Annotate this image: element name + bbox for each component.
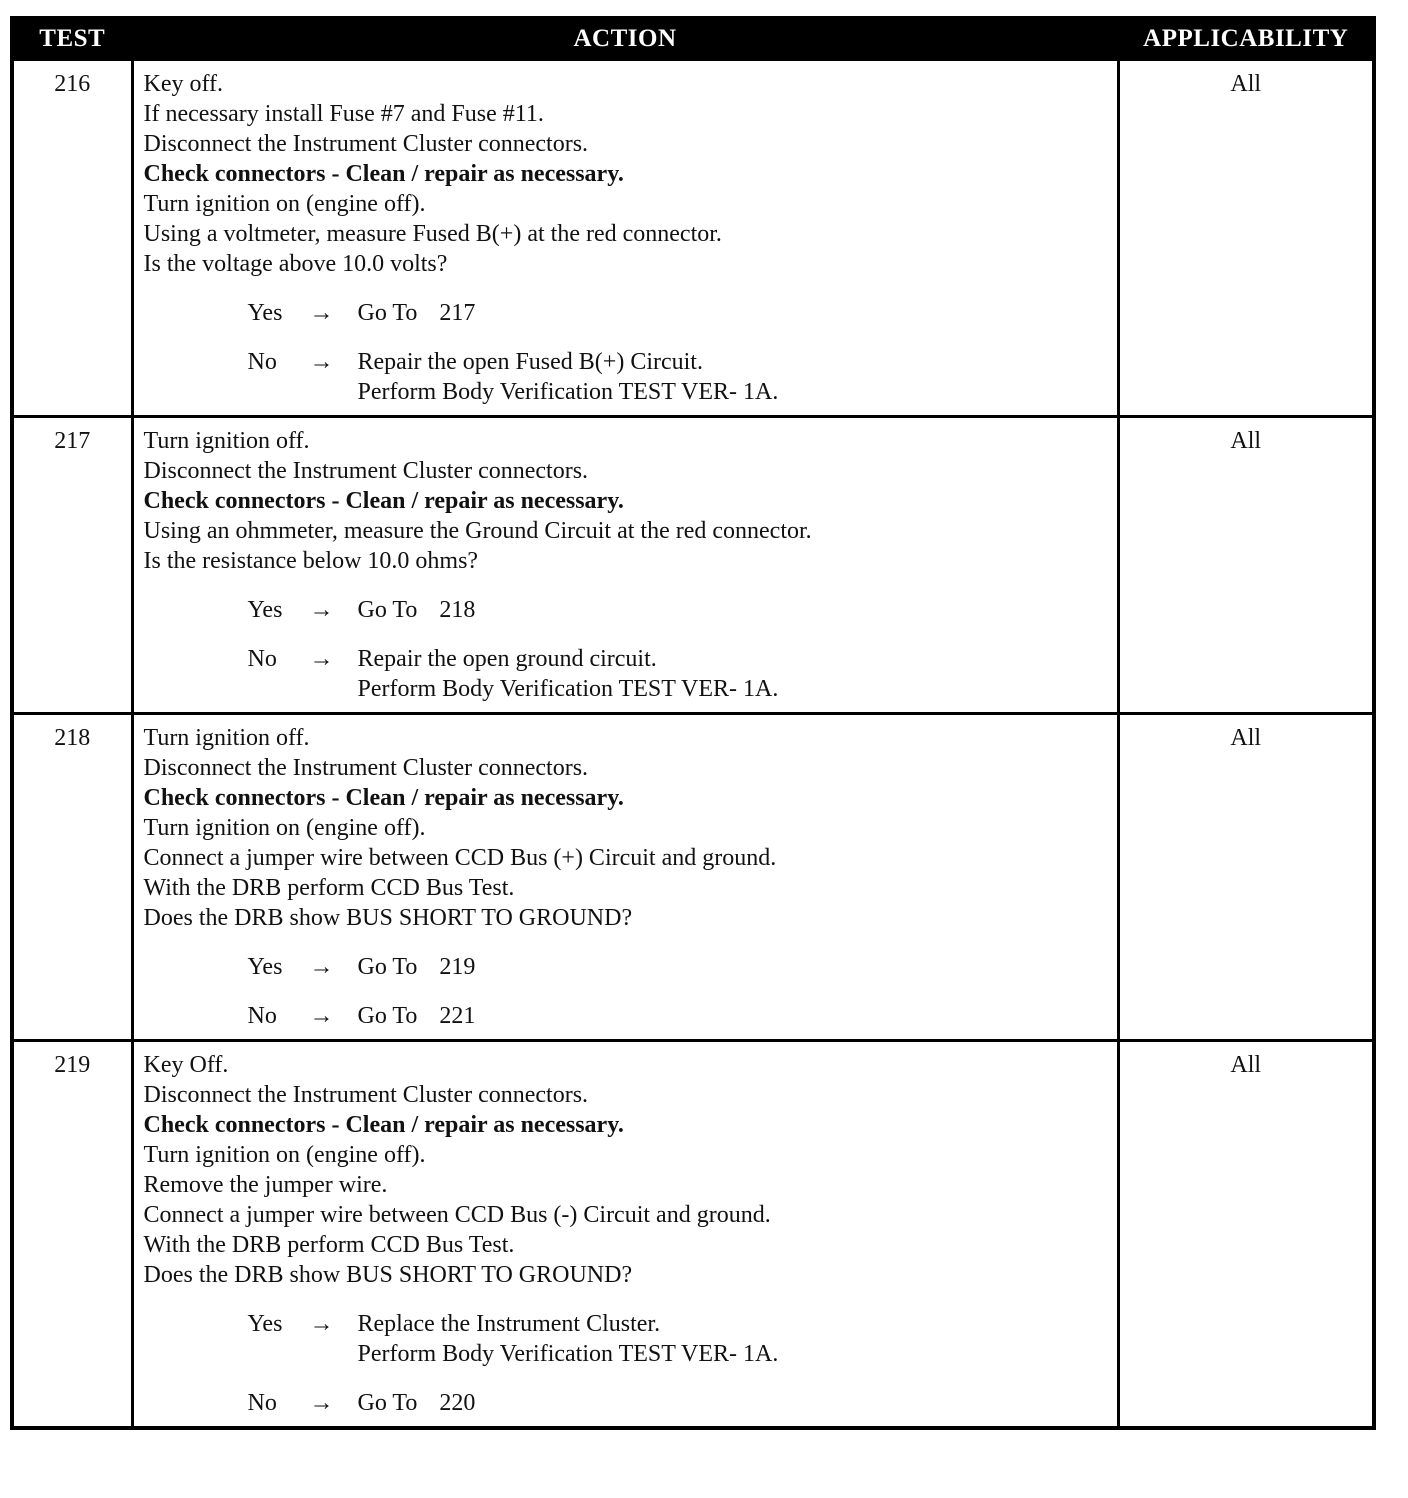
step-instruction: If necessary install Fuse #7 and Fuse #11. bbox=[143, 101, 544, 127]
branch-result-line bbox=[358, 1001, 1107, 1031]
branch-result-line bbox=[358, 595, 1107, 625]
branch-result bbox=[358, 644, 1107, 704]
branch-answer: No bbox=[247, 646, 277, 672]
applicability-value: All bbox=[1118, 417, 1374, 714]
step-instruction: Turn ignition off. bbox=[143, 428, 310, 454]
arrow-right-icon: → bbox=[309, 954, 334, 980]
branch-result bbox=[358, 1001, 1107, 1031]
branch-result bbox=[358, 1309, 1107, 1369]
branch-result-text: Go To bbox=[357, 597, 418, 623]
branch-result-line bbox=[358, 952, 1107, 982]
test-number: 218 bbox=[12, 714, 132, 1041]
step-instruction-emphasis: Check connectors - Clean / repair as necessary. bbox=[143, 161, 624, 187]
branch-result bbox=[358, 595, 1107, 625]
step-instruction: Using a voltmeter, measure Fused B(+) at the red connector. bbox=[143, 221, 722, 247]
step-instruction: Does the DRB show BUS SHORT TO GROUND? bbox=[143, 1262, 633, 1288]
branch-result-text: Perform Body Verification TEST VER- 1A. bbox=[357, 379, 779, 405]
diagnostic-sheet bbox=[10, 16, 1372, 1430]
branch-result-line bbox=[358, 1388, 1107, 1418]
arrow-right-icon: → bbox=[309, 349, 334, 375]
branch-result bbox=[358, 347, 1107, 407]
branch-no bbox=[248, 347, 1107, 407]
branch-answer: Yes bbox=[247, 597, 283, 623]
branch-result bbox=[358, 298, 1107, 328]
branch-result-line bbox=[358, 644, 1107, 674]
branch-result-text: Replace the Instrument Cluster. bbox=[357, 1311, 661, 1337]
diagnostic-table bbox=[10, 16, 1376, 1430]
table-row bbox=[12, 60, 1374, 417]
branch-result-text: Repair the open Fused B(+) Circuit. bbox=[357, 349, 703, 375]
action-cell bbox=[132, 714, 1118, 1041]
branch-yes bbox=[248, 595, 1107, 625]
branch-answer: No bbox=[247, 349, 277, 375]
header-applicability: APPLICABILITY bbox=[1118, 18, 1374, 60]
table-row bbox=[12, 417, 1374, 714]
applicability-value: All bbox=[1118, 714, 1374, 1041]
branch-result bbox=[358, 952, 1107, 982]
branch-no bbox=[248, 1001, 1107, 1031]
arrow-right-icon: → bbox=[309, 1003, 334, 1029]
step-instruction: With the DRB perform CCD Bus Test. bbox=[143, 1232, 515, 1258]
step-instruction: Is the resistance below 10.0 ohms? bbox=[143, 548, 479, 574]
table-row bbox=[12, 714, 1374, 1041]
branch-result-text: Go To bbox=[357, 1003, 418, 1029]
step-instruction: With the DRB perform CCD Bus Test. bbox=[143, 875, 515, 901]
branch-answer: No bbox=[247, 1003, 277, 1029]
step-instruction-emphasis: Check connectors - Clean / repair as necessary. bbox=[143, 785, 624, 811]
step-instruction: Is the voltage above 10.0 volts? bbox=[143, 251, 448, 277]
branch-answer: Yes bbox=[247, 954, 283, 980]
arrow-right-icon: → bbox=[309, 1311, 334, 1337]
branch-result-line bbox=[358, 1309, 1107, 1339]
branch-answer: Yes bbox=[247, 300, 283, 326]
step-instruction: Using an ohmmeter, measure the Ground Circuit at the red connector. bbox=[143, 518, 812, 544]
branch-yes bbox=[248, 298, 1107, 328]
test-number: 217 bbox=[12, 417, 132, 714]
branch-answer: Yes bbox=[247, 1311, 283, 1337]
branch-no bbox=[248, 644, 1107, 704]
goto-test-number: 219 bbox=[439, 954, 476, 980]
test-number: 216 bbox=[12, 60, 132, 417]
step-instruction: Disconnect the Instrument Cluster connectors. bbox=[143, 131, 589, 157]
header-test: TEST bbox=[12, 18, 132, 60]
goto-test-number: 220 bbox=[439, 1390, 476, 1416]
branch-result-line bbox=[358, 674, 1107, 704]
step-instruction: Turn ignition off. bbox=[143, 725, 310, 751]
branch-result-line bbox=[358, 1339, 1107, 1369]
branch-result bbox=[358, 1388, 1107, 1418]
table-row bbox=[12, 1041, 1374, 1429]
step-instruction-emphasis: Check connectors - Clean / repair as necessary. bbox=[143, 1112, 624, 1138]
table-header bbox=[12, 18, 1374, 60]
step-instruction: Connect a jumper wire between CCD Bus (-) Circuit and ground. bbox=[143, 1202, 771, 1228]
applicability-value: All bbox=[1118, 1041, 1374, 1429]
step-instruction: Turn ignition on (engine off). bbox=[143, 191, 426, 217]
branch-result-line bbox=[358, 377, 1107, 407]
applicability-value: All bbox=[1118, 60, 1374, 417]
step-instruction: Disconnect the Instrument Cluster connectors. bbox=[143, 1082, 589, 1108]
step-instruction: Key Off. bbox=[143, 1052, 229, 1078]
table-body bbox=[12, 60, 1374, 1429]
branch-no bbox=[248, 1388, 1107, 1418]
step-instruction: Disconnect the Instrument Cluster connectors. bbox=[143, 755, 589, 781]
header-action: ACTION bbox=[132, 18, 1118, 60]
arrow-right-icon: → bbox=[309, 300, 334, 326]
action-cell bbox=[132, 417, 1118, 714]
branch-result-line bbox=[358, 347, 1107, 377]
step-instruction: Turn ignition on (engine off). bbox=[143, 1142, 426, 1168]
action-cell bbox=[132, 60, 1118, 417]
branch-result-text: Repair the open ground circuit. bbox=[357, 646, 657, 672]
goto-test-number: 217 bbox=[439, 300, 476, 326]
branch-result-line bbox=[358, 298, 1107, 328]
arrow-right-icon: → bbox=[309, 597, 334, 623]
step-instruction: Key off. bbox=[143, 71, 224, 97]
branch-result-text: Perform Body Verification TEST VER- 1A. bbox=[357, 1341, 779, 1367]
branch-yes bbox=[248, 1309, 1107, 1369]
step-instruction: Turn ignition on (engine off). bbox=[143, 815, 426, 841]
branch-yes bbox=[248, 952, 1107, 982]
arrow-right-icon: → bbox=[309, 1390, 334, 1416]
step-instruction: Disconnect the Instrument Cluster connectors. bbox=[143, 458, 589, 484]
step-instruction: Does the DRB show BUS SHORT TO GROUND? bbox=[143, 905, 633, 931]
test-number: 219 bbox=[12, 1041, 132, 1429]
step-instruction: Remove the jumper wire. bbox=[143, 1172, 388, 1198]
step-instruction-emphasis: Check connectors - Clean / repair as necessary. bbox=[143, 488, 624, 514]
branch-answer: No bbox=[247, 1390, 277, 1416]
step-instruction: Connect a jumper wire between CCD Bus (+) Circuit and ground. bbox=[143, 845, 777, 871]
branch-result-text: Go To bbox=[357, 954, 418, 980]
goto-test-number: 218 bbox=[439, 597, 476, 623]
branch-result-text: Go To bbox=[357, 1390, 418, 1416]
goto-test-number: 221 bbox=[439, 1003, 476, 1029]
branch-result-text: Go To bbox=[357, 300, 418, 326]
arrow-right-icon: → bbox=[309, 646, 334, 672]
action-cell bbox=[132, 1041, 1118, 1429]
branch-result-text: Perform Body Verification TEST VER- 1A. bbox=[357, 676, 779, 702]
